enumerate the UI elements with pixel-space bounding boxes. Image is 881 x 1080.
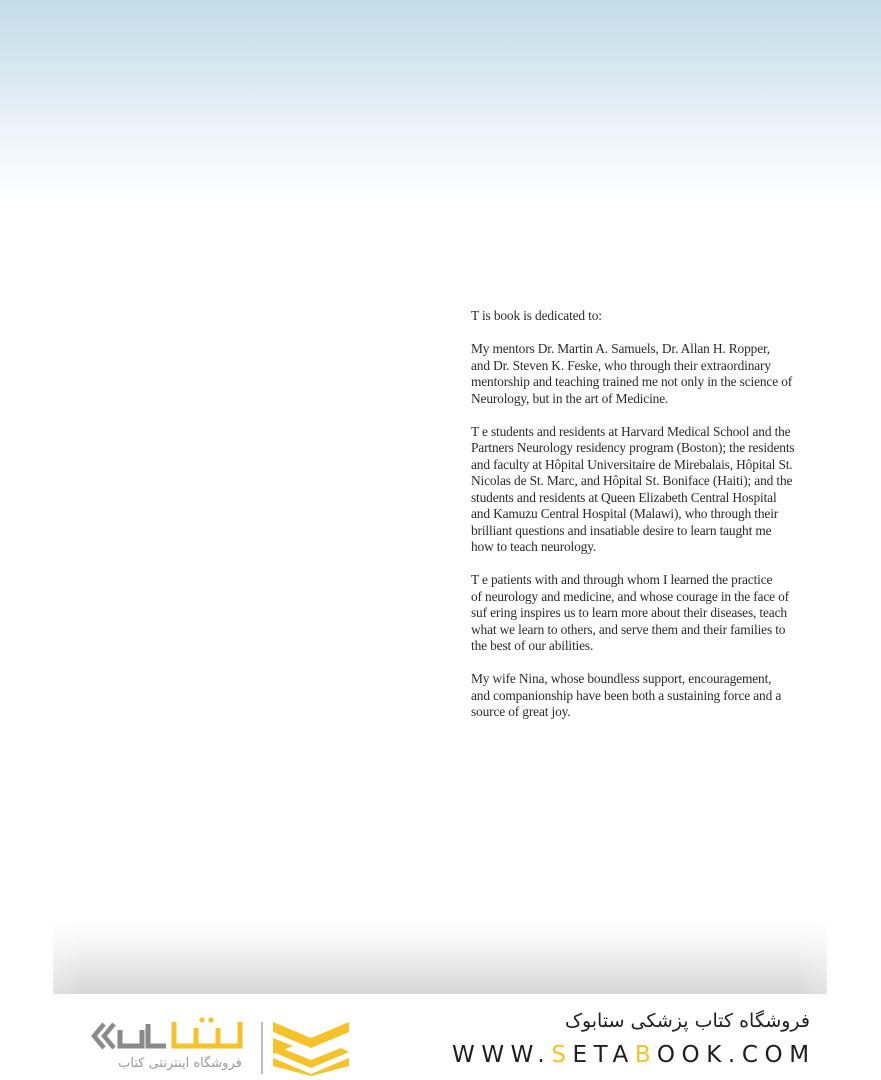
logo-wordmark-icon xyxy=(90,1016,250,1056)
text-line: brilliant questions and insatiable desire to learn taught me xyxy=(471,522,772,538)
url-part: OOK.COM xyxy=(656,1042,816,1068)
url-part: WWW. xyxy=(452,1042,552,1068)
url-accent-letter: S xyxy=(551,1042,573,1068)
dedication-wife xyxy=(471,671,841,721)
setabook-logo[interactable] xyxy=(90,1016,350,1078)
text-line: the best of our abilities. xyxy=(471,638,594,653)
dedication-text xyxy=(471,308,841,737)
text-line: and faculty at Hôpital Universitaire de Mirebalais, Hôpital St. xyxy=(471,456,793,472)
dedication-intro xyxy=(471,308,841,325)
store-url-link[interactable] xyxy=(452,1042,816,1068)
dedication-mentors xyxy=(471,341,841,407)
text-line: of neurology and medicine, and whose courage in the face of xyxy=(471,588,789,604)
url-part: ETA xyxy=(572,1042,635,1068)
text-line: My mentors Dr. Martin A. Samuels, Dr. Allan H. Ropper, xyxy=(471,341,770,356)
text-line: Neurology, but in the art of Medicine. xyxy=(471,390,669,406)
text-line: what we learn to others, and serve them and their families to xyxy=(471,621,786,637)
text-line: T is book is dedicated to: xyxy=(471,308,602,323)
text-line: T e students and residents at Harvard Medical School and the xyxy=(471,423,791,439)
dedication-patients xyxy=(471,572,841,655)
text-line: Nicolas de St. Marc, and Hôpital St. Boniface (Haiti); and the xyxy=(471,473,793,488)
dedication-students xyxy=(471,424,841,556)
text-line: Partners Neurology residency program (Boston); the residents xyxy=(471,440,795,455)
text-line: and Kamuzu Central Hospital (Malawi), who through their xyxy=(471,506,779,521)
text-line: how to teach neurology. xyxy=(471,539,597,554)
text-line: suf ering inspires us to learn more about their diseases, teach xyxy=(471,605,787,620)
text-line: and companionship have been both a sustaining force and a xyxy=(471,687,782,703)
text-line: T e patients with and through whom I learned the practice xyxy=(471,572,773,587)
store-name: فروشگاه کتاب پزشکی ستابوک xyxy=(564,1010,810,1032)
header-gradient-band xyxy=(0,0,881,205)
logo-tagline: فروشگاه اینترنتی کتاب xyxy=(118,1056,242,1071)
text-line: source of great joy. xyxy=(471,704,571,719)
url-accent-letter: B xyxy=(634,1042,657,1068)
text-line: students and residents at Queen Elizabeth Central Hospital xyxy=(471,489,777,505)
text-line: mentorship and teaching trained me not only in the science of xyxy=(471,374,793,389)
text-line: My wife Nina, whose boundless support, encouragement, xyxy=(471,671,772,686)
book-chevron-icon xyxy=(273,1020,349,1076)
text-line: and Dr. Steven K. Feske, who through their extraordinary xyxy=(471,357,771,373)
logo-divider xyxy=(261,1022,263,1074)
footer-shadow-band xyxy=(53,920,827,994)
